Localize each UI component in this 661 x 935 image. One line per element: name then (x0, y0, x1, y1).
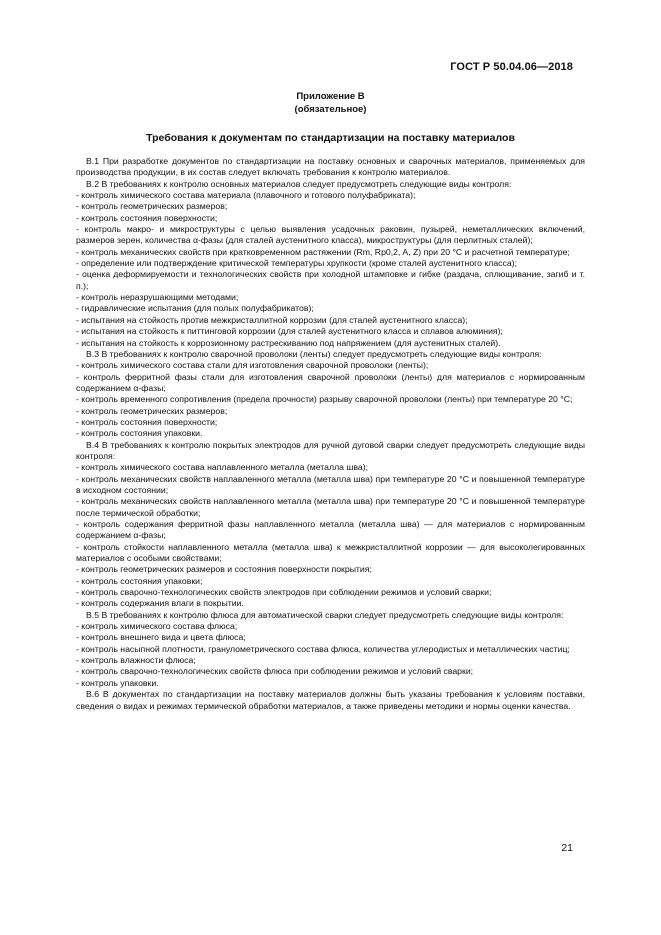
list-item: - контроль внешнего вида и цвета флюса; (76, 632, 246, 643)
list-item: - контроль геометрических размеров и состояния поверхности покрытия; (76, 564, 372, 575)
list-item: - контроль механических свойств наплавленного металла (металла шва) при температуре 20 °С и повышенной температуре после термической обработки; (76, 496, 585, 518)
list-item: - контроль стойкости наплавленного металла (металла шва) к межкристаллитной коррозии — для высоколегированных материалов с особыми свойствами; (76, 541, 585, 564)
list-item: - испытания на стойкость к коррозионному растрескиванию под напряжением (для аустенитных сталей). (76, 337, 501, 348)
list-item: - контроль содержания ферритной фазы наплавленного металла (металла шва) — для материалов с нормированным содержанием α-фазы; (76, 519, 585, 541)
list-item: - контроль состояния упаковки. (76, 428, 203, 439)
clause-paragraph: В.1 При разработке документов по стандартизации на поставку основных и сварочных материалов, применяемых для производства продукции, в их состав следует включать требования к контролю материалов. (76, 156, 585, 178)
list-item: - контроль упаковки. (76, 677, 159, 688)
list-item: - испытания на стойкость против межкристаллитной коррозии (для сталей аустенитного класса); (76, 314, 468, 325)
list-item: - гидравлические испытания (для полых полуфабрикатов); (76, 303, 314, 314)
list-item: - контроль механических свойств наплавленного металла (металла шва) при температуре 20 °С и повышенной температуре в исходном состоянии; (76, 473, 585, 495)
list-item: - контроль состояния упаковки; (76, 575, 203, 586)
section-title: Требования к документам по стандартизации на поставку материалов (146, 132, 515, 144)
list-item: - контроль состояния поверхности; (76, 416, 218, 427)
appendix-status: (обязательное) (294, 103, 367, 115)
page-number: 21 (561, 842, 573, 854)
list-item: - контроль сварочно-технологических свойств флюса при соблюдении режимов и условий сварки; (76, 666, 474, 677)
list-item: - оценка деформируемости и технологических свойств при холодной штамповке и гибке (раздача, сплющивание, загиб и т. п.); (76, 269, 585, 291)
list-item: - контроль ферритной фазы стали для изготовления сварочной проволоки (ленты) для материалов с нормированным содержанием α-фазы; (76, 371, 585, 393)
list-item: - контроль сварочно-технологических свойств электродов при соблюдении режимов и условий сварки; (76, 587, 492, 598)
appendix-label: Приложение В (296, 91, 365, 102)
list-item: - определение или подтверждение критической температуры хрупкости (кроме сталей аустенитного класса); (76, 258, 517, 269)
list-item: - контроль состояния поверхности; (76, 212, 218, 223)
list-item: - контроль влажности флюса; (76, 655, 196, 666)
list-item: - контроль геометрических размеров; (76, 201, 228, 212)
standard-code: ГОСТ Р 50.04.06—2018 (450, 61, 573, 73)
list-item: - контроль химического состава наплавленного металла (металла шва); (76, 462, 369, 473)
clause-paragraph: В.2 В требованиях к контролю основных материалов следует предусмотреть следующие виды контроля: (86, 178, 512, 189)
list-item: - испытания на стойкость к питтинговой коррозии (для сталей аустенитного класса и сплавов алюминия); (76, 326, 503, 337)
list-item: - контроль неразрушающими методами; (76, 292, 239, 303)
appendix-heading (0, 91, 661, 116)
clause-paragraph: В.4 В требованиях к контролю покрытых электродов для ручной дуговой сварки следует предусмотреть следующие виды контроля: (76, 439, 585, 461)
list-item: - контроль геометрических размеров; (76, 405, 228, 416)
list-item: - контроль временного сопротивления (предела прочности) разрыву сварочной проволоки (ленты) при температуре 20 °С; (76, 394, 573, 405)
list-item: - контроль химического состава флюса; (76, 621, 238, 632)
clause-paragraph: В.3 В требованиях к контролю сварочной проволоки (ленты) следует предусмотреть следующие виды контроля: (86, 348, 542, 359)
body-text (76, 156, 585, 712)
list-item: - контроль содержания влаги в покрытии. (76, 598, 244, 609)
list-item: - контроль химического состава стали для изготовления сварочной проволоки (ленты); (76, 360, 429, 371)
list-item: - контроль химического состава материала (плавочного и готового полуфабриката); (76, 190, 416, 201)
clause-paragraph: В.5 В требованиях к контролю флюса для автоматической сварки следует предусмотреть следующие виды контроля: (86, 609, 564, 620)
list-item: - контроль механических свойств при кратковременном растяжении (Rm, Rp0,2, A, Z) при 20 °С и расчетной температуре; (76, 246, 570, 257)
clause-paragraph: В.6 В документах по стандартизации на поставку материалов должны быть указаны требования к условиям поставки, сведения о видах и режимах термической обработки материалов, а также приведены методики и нормы оценки качества. (76, 689, 585, 711)
list-item: - контроль макро- и микроструктуры с целью выявления усадочных раковин, пузырей, неметаллических включений, размеров зерен, количества α-фазы (для сталей аустенитного класса), микроструктуры (для перлитных сталей); (76, 224, 585, 246)
list-item: - контроль насыпной плотности, гранулометрического состава флюса, количества углеродистых и металлических частиц; (76, 643, 570, 654)
